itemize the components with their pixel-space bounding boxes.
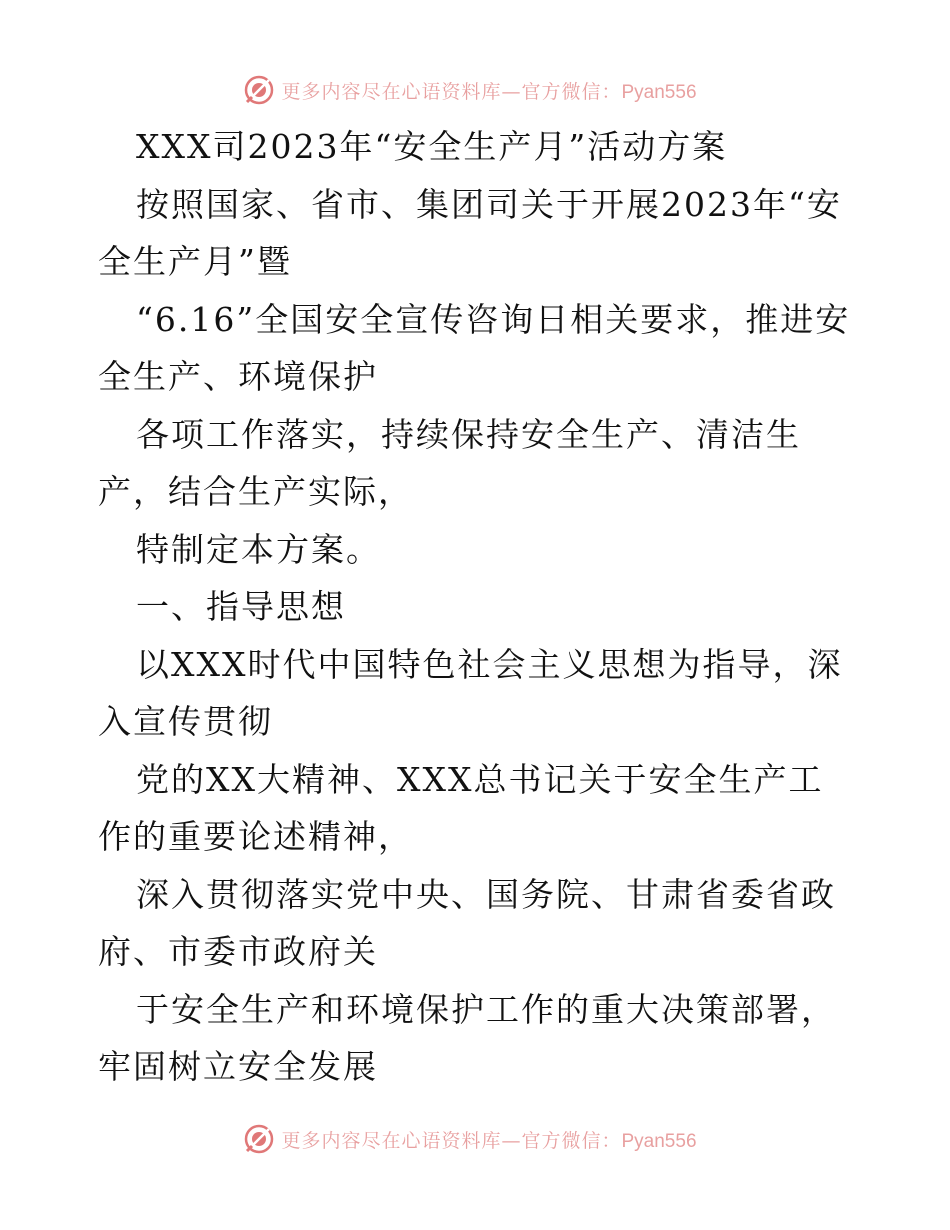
paragraph: 按照国家、省市、集团司关于开展2023年“安全生产月”暨	[98, 184, 842, 281]
footer-watermark	[0, 1122, 950, 1156]
paragraph: 深入贯彻落实党中央、国务院、甘肃省委省政府、市委市政府关	[98, 874, 836, 971]
document-body	[98, 118, 858, 1096]
paragraph: 各项工作落实，持续保持安全生产、清洁生产，结合生产实际，	[98, 414, 801, 511]
watermark-content	[243, 74, 696, 106]
pen-seal-logo-icon	[243, 74, 275, 106]
document-title: XXX司2023年“安全生产月”活动方案	[136, 127, 728, 166]
pen-seal-logo-icon	[243, 1123, 275, 1155]
paragraph: 特制定本方案。	[136, 529, 381, 569]
paragraph: 以XXX时代中国特色社会主义思想为指导，深入宣传贯彻	[98, 644, 843, 741]
paragraph: 党的XX大精神、XXX总书记关于安全生产工作的重要论述精神，	[98, 759, 824, 856]
paragraph: 于安全生产和环境保护工作的重大决策部署，牢固树立安全发展	[98, 989, 836, 1086]
paragraph: “6.16”全国安全宣传咨询日相关要求，推进安全生产、环境保护	[98, 299, 851, 396]
watermark-wechat-id: Pyan556	[621, 1130, 697, 1152]
section-heading: 一、指导思想	[136, 587, 346, 626]
watermark-text: 更多内容尽在心语资料库—官方微信：Pyan556	[281, 80, 697, 103]
header-watermark	[0, 73, 950, 107]
watermark-text: 更多内容尽在心语资料库—官方微信：Pyan556	[281, 1129, 697, 1152]
watermark-content	[243, 1123, 696, 1155]
watermark-wechat-id: Pyan556	[621, 81, 697, 103]
